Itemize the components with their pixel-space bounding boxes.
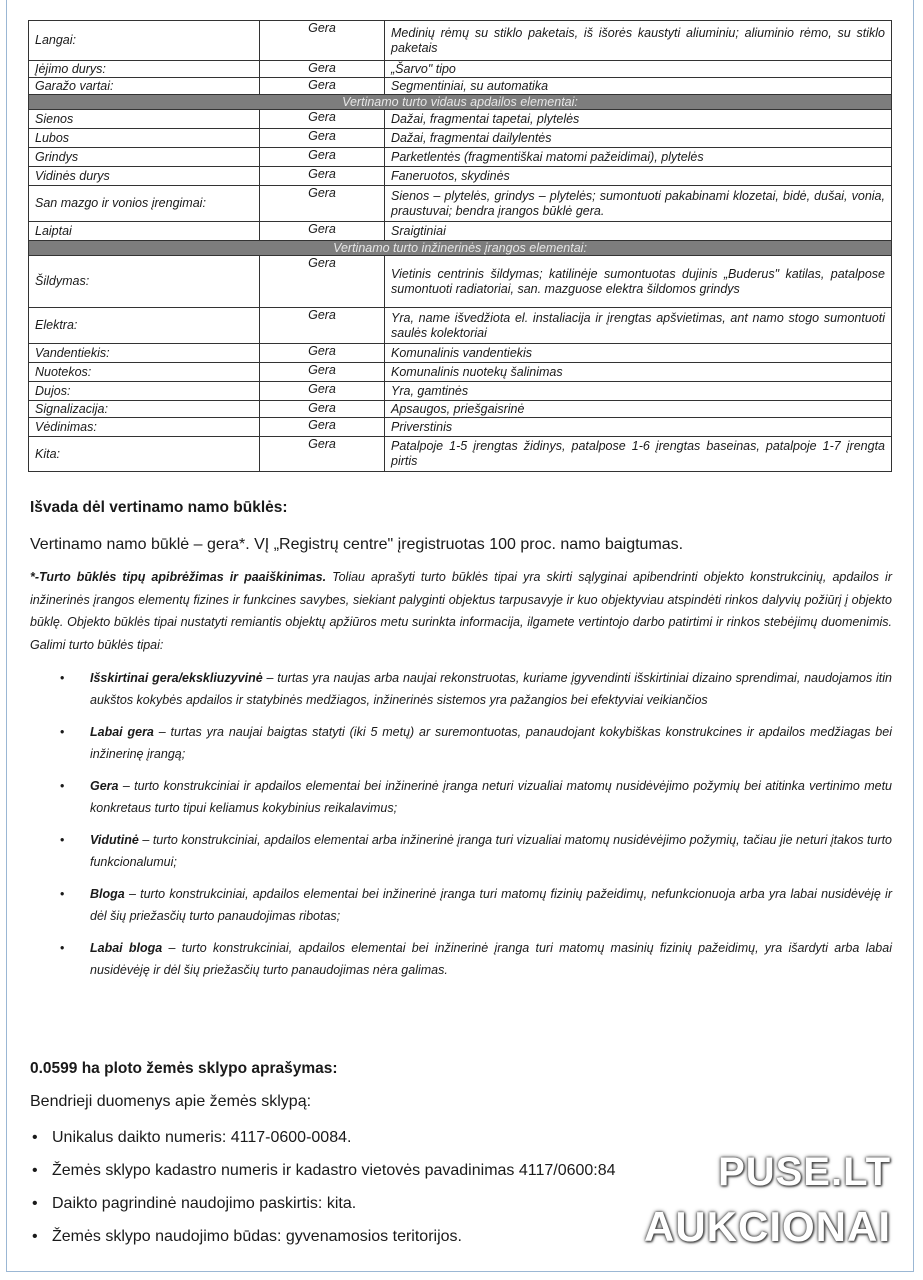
table-row [29, 344, 892, 363]
condition-types-list [30, 668, 892, 992]
table-row [29, 222, 892, 241]
row-element-name: Nuotekos: [29, 363, 260, 382]
bullet-icon: • [32, 1129, 38, 1146]
type-name: Bloga [90, 887, 125, 901]
bullet-icon: • [60, 725, 65, 739]
land-item-text: Žemės sklypo naudojimo būdas: gyvenamosios teritorijos. [52, 1228, 462, 1245]
list-item [30, 722, 892, 765]
row-condition: Gera [260, 344, 385, 363]
row-element-name: San mazgo ir vonios įrengimai: [29, 186, 260, 222]
type-text: – turto konstrukciniai, apdailos elementai bei inžinerinė įranga turi matomų masinių fizinių pažeidimų, yra išardyti arba labai nusidėvėję ir dėl šių priežasčių turto panaudojimas nėra galimas. [90, 941, 892, 977]
table-row [29, 256, 892, 308]
row-condition: Gera [260, 222, 385, 241]
row-condition: Gera [260, 186, 385, 222]
row-condition: Gera [260, 308, 385, 344]
row-element-name: Garažo vartai: [29, 78, 260, 95]
land-item-text: Daikto pagrindinė naudojimo paskirtis: kita. [52, 1195, 357, 1212]
row-condition: Gera [260, 437, 385, 472]
row-description: Komunalinis nuotekų šalinimas [385, 363, 892, 382]
row-element-name: Laiptai [29, 222, 260, 241]
condition-definition [30, 566, 892, 656]
bullet-icon: • [32, 1195, 38, 1212]
watermark-line-2: AUKCIONAI [644, 1203, 891, 1250]
table-row [29, 186, 892, 222]
type-text: – turtas yra naujai baigtas statyti (iki 5 metų) ar suremontuotas, panaudojant kokybiškas konstrukcines ir apdailos medžiagas bei inžinerinę įrangą; [90, 725, 892, 761]
row-element-name: Šildymas: [29, 256, 260, 308]
section-title: Vertinamo turto vidaus apdailos elementai: [29, 95, 892, 110]
row-element-name: Grindys [29, 148, 260, 167]
list-item [30, 938, 892, 981]
row-description: Faneruotos, skydinės [385, 167, 892, 186]
land-item-text: Žemės sklypo kadastro numeris ir kadastro vietovės pavadinimas 4117/0600:84 [52, 1162, 616, 1179]
bullet-icon: • [32, 1162, 38, 1179]
row-element-name: Vandentiekis: [29, 344, 260, 363]
row-condition: Gera [260, 148, 385, 167]
row-description: Komunalinis vandentiekis [385, 344, 892, 363]
row-condition: Gera [260, 401, 385, 418]
conclusion-statement: Vertinamo namo būklė – gera*. VĮ „Registrų centre" įregistruotas 100 proc. namo baigtumas. [30, 536, 684, 553]
row-description: Sienos – plytelės, grindys – plytelės; sumontuoti pakabinami klozetai, bidė, dušai, vonia, praustuvai; bendra įrangos būklė gera. [385, 186, 892, 222]
row-condition: Gera [260, 129, 385, 148]
bullet-icon: • [60, 941, 65, 955]
table-row [29, 167, 892, 186]
land-item-text: Unikalus daikto numeris: 4117-0600-0084. [52, 1129, 352, 1146]
row-description: Yra, name išvedžiota el. instaliacija ir įrengtas apšvietimas, ant namo stogo sumontuoti saulės kolektoriai [385, 308, 892, 344]
row-element-name: Dujos: [29, 382, 260, 401]
row-element-name: Langai: [29, 21, 260, 61]
type-name: Labai gera [90, 725, 154, 739]
table-row [29, 401, 892, 418]
section-title: Vertinamo turto inžinerinės įrangos elementai: [29, 241, 892, 256]
row-description: Medinių rėmų su stiklo paketais, iš išorės kaustyti aliuminiu; aliuminio rėmo, su stiklo paketais [385, 21, 892, 61]
bullet-icon: • [32, 1228, 38, 1245]
table-row [29, 418, 892, 437]
table-row [29, 382, 892, 401]
bullet-icon: • [60, 671, 65, 685]
row-description: Apsaugos, priešgaisrinė [385, 401, 892, 418]
list-item [30, 776, 892, 819]
type-name: Išskirtinai gera/ekskliuzyvinė [90, 671, 263, 685]
row-description: Parketlentės (fragmentiškai matomi pažeidimai), plytelės [385, 148, 892, 167]
watermark-line-1: PUSE.LT [718, 1150, 891, 1194]
table-section-header [29, 241, 892, 256]
row-condition: Gera [260, 418, 385, 437]
list-item [30, 668, 892, 711]
condition-table [28, 20, 892, 472]
row-condition: Gera [260, 61, 385, 78]
condition-table-body [29, 21, 892, 472]
table-row [29, 78, 892, 95]
row-element-name: Vidinės durys [29, 167, 260, 186]
list-item [30, 884, 892, 927]
conclusion-heading: Išvada dėl vertinamo namo būklės: [30, 499, 288, 516]
row-condition: Gera [260, 110, 385, 129]
definition-text: Toliau aprašyti turto būklės tipai yra skirti sąlyginai apibendrinti objekto konstrukcinių, apdailos ir inžinerinės įrangos elementų fizines ir funkcines savybes, siekiant palyginti objektus tarpusavyje ir kuo objektyviau atspindėti rinkos dalyvių požiūrį į objekto būklę. Objekto būklės tipai nustatyti remiantis objektų apžiūros metu surinkta informacija, ilgamete vertintojo darbo patirtimi ir rinkos stebėjimų duomenimis. Galimi turto būklės tipai: [30, 570, 892, 652]
row-condition: Gera [260, 78, 385, 95]
table-row [29, 61, 892, 78]
row-description: Dažai, fragmentai dailylentės [385, 129, 892, 148]
row-description: Yra, gamtinės [385, 382, 892, 401]
table-row [29, 308, 892, 344]
row-description: Priverstinis [385, 418, 892, 437]
table-section-header [29, 95, 892, 110]
row-element-name: Elektra: [29, 308, 260, 344]
table-row [29, 129, 892, 148]
type-name: Labai bloga [90, 941, 163, 955]
type-text: – turto konstrukciniai ir apdailos elementai bei inžinerinė įranga neturi vizualiai matomų nusidėvėjimo požymių bei atitinka vertinimo metu konkretaus turto tipui keliamus kokybinius reikalavimus; [90, 779, 892, 815]
row-element-name: Sienos [29, 110, 260, 129]
row-description: Patalpoje 1-5 įrengtas židinys, patalpose 1-6 įrengtas baseinas, patalpoje 1-7 įrengta pirtis [385, 437, 892, 472]
row-description: Sraigtiniai [385, 222, 892, 241]
row-description: Vietinis centrinis šildymas; katilinėje sumontuotas dujinis „Buderus" katilas, patalpose sumontuoti radiatoriai, san. mazguose elektra šildomos grindys [385, 256, 892, 308]
land-heading: 0.0599 ha ploto žemės sklypo aprašymas: [30, 1060, 338, 1077]
type-text: – turto konstrukciniai, apdailos elementai arba inžinerinė įranga turi vizualiai matomų nusidėvėjimo požymių, tačiau jie neturi įtakos turto funkcionalumui; [90, 833, 892, 869]
row-description: Dažai, fragmentai tapetai, plytelės [385, 110, 892, 129]
row-element-name: Įėjimo durys: [29, 61, 260, 78]
table-row [29, 437, 892, 472]
row-element-name: Lubos [29, 129, 260, 148]
row-element-name: Signalizacija: [29, 401, 260, 418]
row-element-name: Vėdinimas: [29, 418, 260, 437]
table-row [29, 363, 892, 382]
row-condition: Gera [260, 167, 385, 186]
bullet-icon: • [60, 887, 65, 901]
bullet-icon: • [60, 779, 65, 793]
row-condition: Gera [260, 256, 385, 308]
type-name: Gera [90, 779, 119, 793]
type-name: Vidutinė [90, 833, 139, 847]
row-condition: Gera [260, 382, 385, 401]
list-item [30, 830, 892, 873]
row-element-name: Kita: [29, 437, 260, 472]
type-text: – turtas yra naujas arba naujai rekonstruotas, kuriame įgyvendinti išskirtiniai dizaino sprendimai, naudojamos itin aukštos kokybės apdailos ir statybinės medžiagos, inžinerinės sistemos yra pažangios bei efektyviai veikiančios [90, 671, 892, 707]
row-description: Segmentiniai, su automatika [385, 78, 892, 95]
table-row [29, 148, 892, 167]
type-text: – turto konstrukciniai, apdailos elementai bei inžinerinė įranga turi matomų fizinių pažeidimų, nefunkcionuoja arba yra labai nusidėvėję ir dėl šių priežasčių turto panaudojimas ribotas; [90, 887, 892, 923]
table-row [29, 110, 892, 129]
table-row [29, 21, 892, 61]
row-condition: Gera [260, 21, 385, 61]
definition-title: *-Turto būklės tipų apibrėžimas ir paaiškinimas. [30, 570, 327, 584]
bullet-icon: • [60, 833, 65, 847]
land-intro: Bendrieji duomenys apie žemės sklypą: [30, 1093, 312, 1110]
row-condition: Gera [260, 363, 385, 382]
row-description: „Šarvo" tipo [385, 61, 892, 78]
